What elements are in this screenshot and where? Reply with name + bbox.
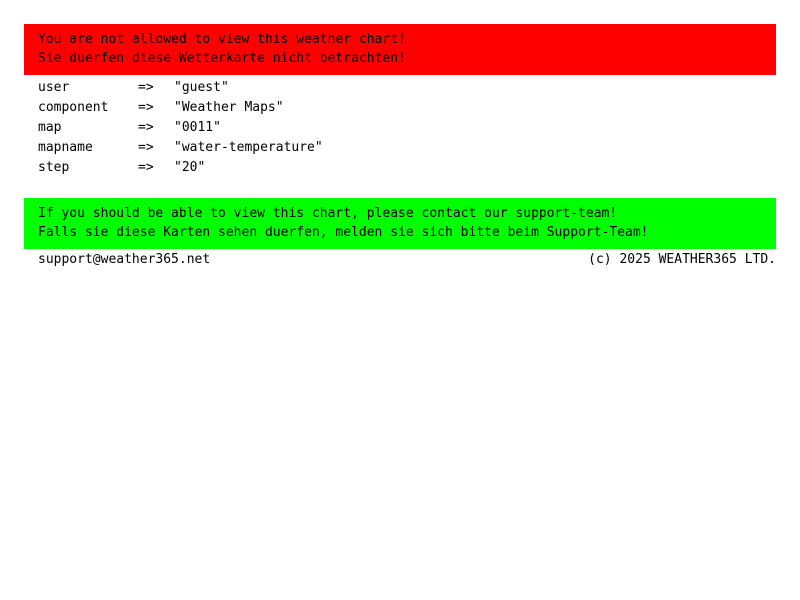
copyright-text: (c) 2025 WEATHER365 LTD. [588, 252, 776, 267]
param-key: mapname [38, 140, 93, 155]
param-value: "20" [174, 160, 206, 175]
request-parameters-table [38, 78, 323, 178]
support-banner-line-de: Falls sie diese Karten sehen duerfen, melden sie sich bitte beim Support-Team! [38, 225, 649, 240]
param-value: "guest" [174, 80, 229, 95]
table-row [38, 98, 323, 118]
support-banner [24, 198, 776, 249]
param-value: "Weather Maps" [174, 100, 284, 115]
table-row [38, 118, 323, 138]
param-arrow: => [138, 140, 154, 155]
table-row [38, 138, 323, 158]
param-arrow: => [138, 120, 154, 135]
support-banner-line-en: If you should be able to view this chart, please contact our support-team! [38, 206, 618, 221]
param-key: component [38, 100, 109, 115]
param-value: "water-temperature" [174, 140, 323, 155]
param-key: map [38, 120, 62, 135]
param-arrow: => [138, 80, 154, 95]
param-arrow: => [138, 160, 154, 175]
param-key: step [38, 160, 70, 175]
param-value: "0011" [174, 120, 221, 135]
param-key: user [38, 80, 70, 95]
error-banner-line-de: Sie duerfen diese Wetterkarte nicht betrachten! [38, 51, 406, 66]
page-footer [38, 250, 776, 270]
param-arrow: => [138, 100, 154, 115]
support-email-link[interactable]: support@weather365.net [38, 252, 211, 267]
error-banner-line-en: You are not allowed to view this weather chart! [38, 32, 406, 47]
error-banner [24, 24, 776, 75]
table-row [38, 78, 323, 98]
table-row [38, 158, 323, 178]
